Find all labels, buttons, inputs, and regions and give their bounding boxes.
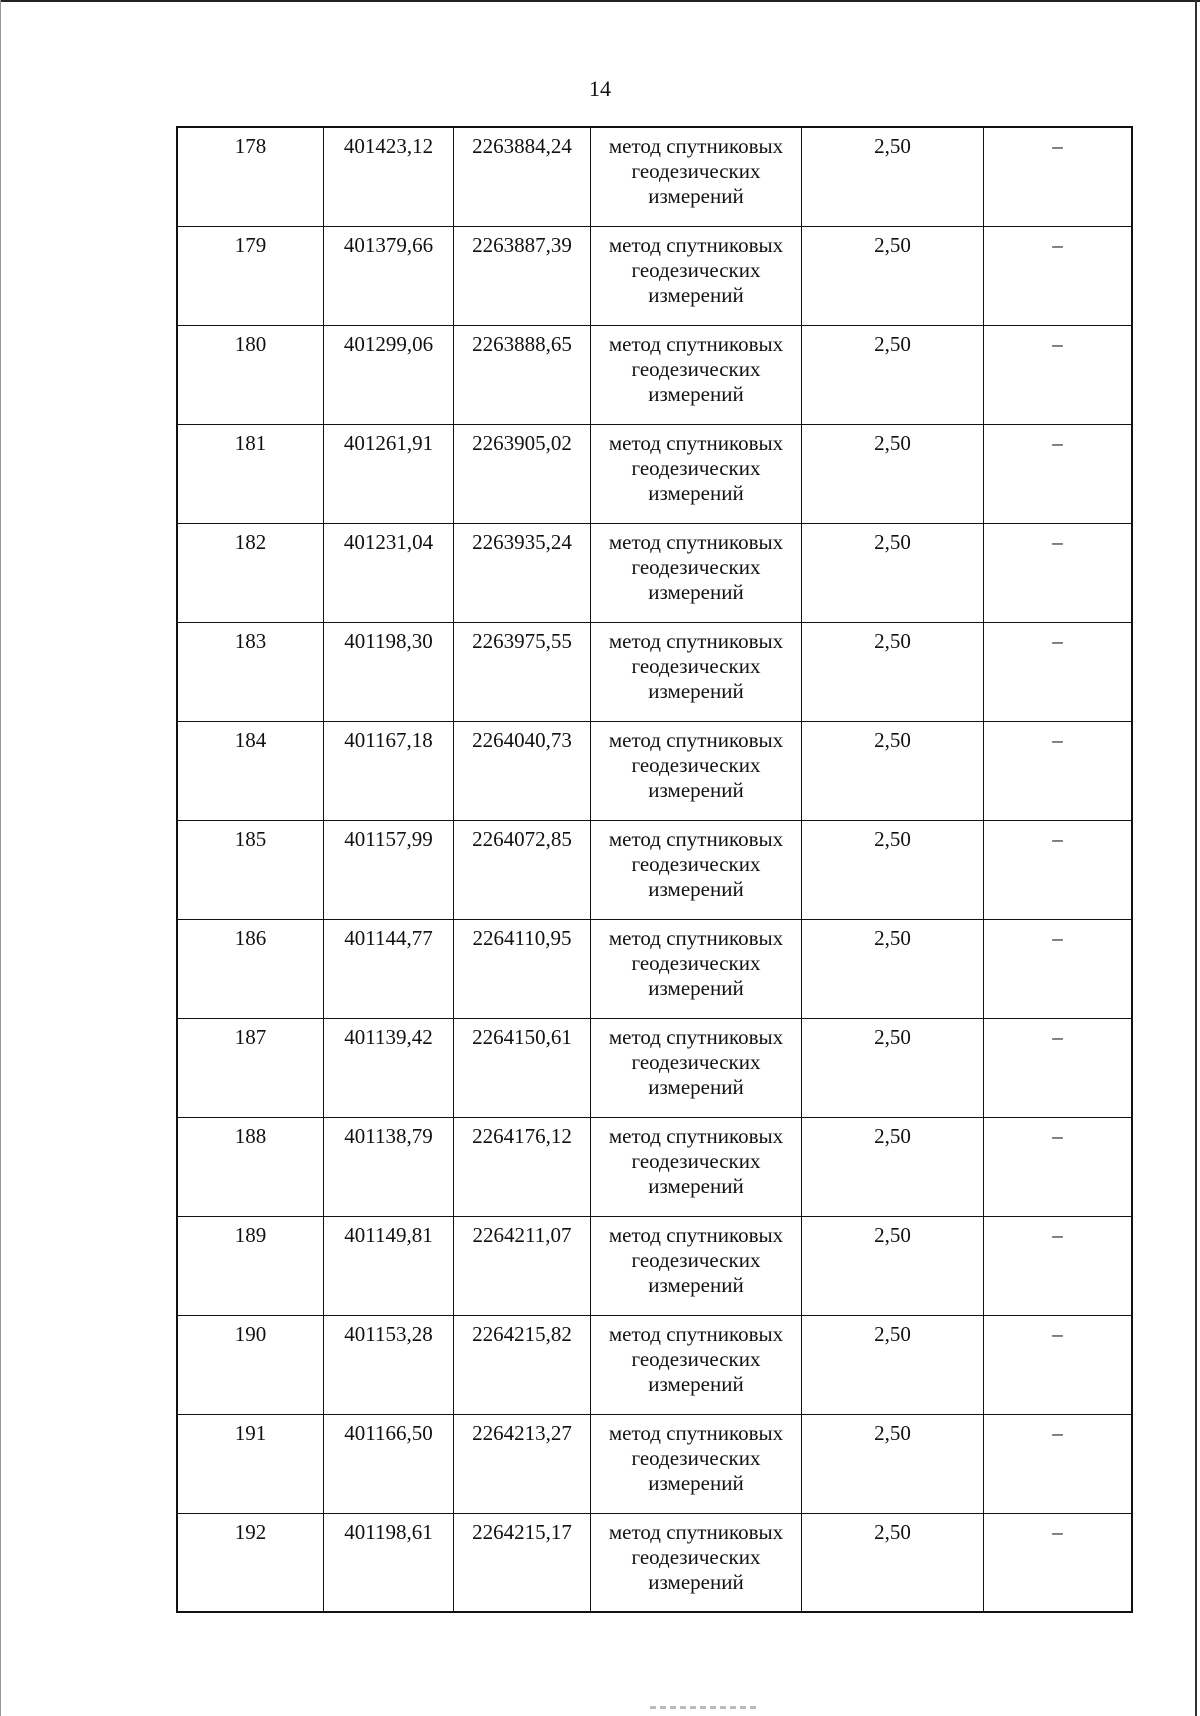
- method-cell: метод спутниковых геодезических измерений: [591, 820, 802, 919]
- coordinate-x-cell: 401198,61: [324, 1513, 454, 1612]
- description-cell: –: [984, 1117, 1133, 1216]
- coordinate-y-cell: 2263935,24: [454, 523, 591, 622]
- description-cell: –: [984, 622, 1133, 721]
- coordinate-x-cell: 401144,77: [324, 919, 454, 1018]
- method-cell: метод спутниковых геодезических измерений: [591, 226, 802, 325]
- method-cell: метод спутниковых геодезических измерений: [591, 127, 802, 226]
- point-number-cell: 178: [177, 127, 324, 226]
- method-cell: метод спутниковых геодезических измерений: [591, 1315, 802, 1414]
- coordinate-x-cell: 401231,04: [324, 523, 454, 622]
- point-number-cell: 183: [177, 622, 324, 721]
- method-cell: метод спутниковых геодезических измерений: [591, 1018, 802, 1117]
- coordinate-x-cell: 401149,81: [324, 1216, 454, 1315]
- description-cell: –: [984, 424, 1133, 523]
- table-row: [177, 1216, 1132, 1315]
- description-cell: –: [984, 919, 1133, 1018]
- coordinate-y-cell: 2264040,73: [454, 721, 591, 820]
- table-row: [177, 622, 1132, 721]
- coordinate-y-cell: 2264215,82: [454, 1315, 591, 1414]
- coordinate-y-cell: 2263975,55: [454, 622, 591, 721]
- method-cell: метод спутниковых геодезических измерений: [591, 721, 802, 820]
- coordinate-y-cell: 2264176,12: [454, 1117, 591, 1216]
- accuracy-cell: 2,50: [802, 424, 984, 523]
- table-row: [177, 325, 1132, 424]
- point-number-cell: 188: [177, 1117, 324, 1216]
- coordinate-y-cell: 2264211,07: [454, 1216, 591, 1315]
- point-number-cell: 185: [177, 820, 324, 919]
- coordinate-y-cell: 2263888,65: [454, 325, 591, 424]
- coordinate-x-cell: 401153,28: [324, 1315, 454, 1414]
- description-cell: –: [984, 1315, 1133, 1414]
- method-cell: метод спутниковых геодезических измерений: [591, 1117, 802, 1216]
- coordinate-y-cell: 2263887,39: [454, 226, 591, 325]
- page-number: 14: [589, 76, 611, 101]
- description-cell: –: [984, 1513, 1133, 1612]
- accuracy-cell: 2,50: [802, 1315, 984, 1414]
- table-row: [177, 523, 1132, 622]
- accuracy-cell: 2,50: [802, 1513, 984, 1612]
- coordinates-table-body: [177, 127, 1132, 1612]
- coordinate-y-cell: 2264215,17: [454, 1513, 591, 1612]
- description-cell: –: [984, 1216, 1133, 1315]
- point-number-cell: 191: [177, 1414, 324, 1513]
- coordinate-y-cell: 2263884,24: [454, 127, 591, 226]
- coordinates-table: [176, 126, 1133, 1613]
- coordinate-y-cell: 2263905,02: [454, 424, 591, 523]
- accuracy-cell: 2,50: [802, 1018, 984, 1117]
- coordinate-x-cell: 401167,18: [324, 721, 454, 820]
- page-frame-right-edge: [1195, 0, 1197, 1716]
- point-number-cell: 186: [177, 919, 324, 1018]
- coordinate-x-cell: 401261,91: [324, 424, 454, 523]
- accuracy-cell: 2,50: [802, 1216, 984, 1315]
- point-number-cell: 192: [177, 1513, 324, 1612]
- accuracy-cell: 2,50: [802, 919, 984, 1018]
- accuracy-cell: 2,50: [802, 325, 984, 424]
- point-number-cell: 190: [177, 1315, 324, 1414]
- accuracy-cell: 2,50: [802, 721, 984, 820]
- accuracy-cell: 2,50: [802, 226, 984, 325]
- description-cell: –: [984, 523, 1133, 622]
- accuracy-cell: 2,50: [802, 523, 984, 622]
- table-row: [177, 721, 1132, 820]
- method-cell: метод спутниковых геодезических измерений: [591, 325, 802, 424]
- page-frame-left-edge: [0, 0, 1, 1716]
- description-cell: –: [984, 820, 1133, 919]
- coordinate-y-cell: 2264072,85: [454, 820, 591, 919]
- coordinate-y-cell: 2264213,27: [454, 1414, 591, 1513]
- accuracy-cell: 2,50: [802, 622, 984, 721]
- table-row: [177, 1315, 1132, 1414]
- description-cell: –: [984, 226, 1133, 325]
- point-number-cell: 181: [177, 424, 324, 523]
- description-cell: –: [984, 127, 1133, 226]
- accuracy-cell: 2,50: [802, 820, 984, 919]
- description-cell: –: [984, 721, 1133, 820]
- method-cell: метод спутниковых геодезических измерений: [591, 1216, 802, 1315]
- accuracy-cell: 2,50: [802, 127, 984, 226]
- coordinate-x-cell: 401299,06: [324, 325, 454, 424]
- coordinate-x-cell: 401157,99: [324, 820, 454, 919]
- coordinate-y-cell: 2264150,61: [454, 1018, 591, 1117]
- coordinate-x-cell: 401138,79: [324, 1117, 454, 1216]
- table-row: [177, 226, 1132, 325]
- coordinate-x-cell: 401198,30: [324, 622, 454, 721]
- table-row: [177, 1018, 1132, 1117]
- point-number-cell: 180: [177, 325, 324, 424]
- table-row: [177, 1117, 1132, 1216]
- description-cell: –: [984, 325, 1133, 424]
- coordinate-y-cell: 2264110,95: [454, 919, 591, 1018]
- method-cell: метод спутниковых геодезических измерений: [591, 622, 802, 721]
- point-number-cell: 182: [177, 523, 324, 622]
- method-cell: метод спутниковых геодезических измерений: [591, 424, 802, 523]
- point-number-cell: 179: [177, 226, 324, 325]
- accuracy-cell: 2,50: [802, 1117, 984, 1216]
- table-row: [177, 1513, 1132, 1612]
- description-cell: –: [984, 1018, 1133, 1117]
- point-number-cell: 189: [177, 1216, 324, 1315]
- scan-artifact-mark: [650, 1706, 760, 1709]
- method-cell: метод спутниковых геодезических измерений: [591, 1414, 802, 1513]
- coordinate-x-cell: 401139,42: [324, 1018, 454, 1117]
- table-row: [177, 424, 1132, 523]
- coordinate-x-cell: 401423,12: [324, 127, 454, 226]
- coordinate-x-cell: 401166,50: [324, 1414, 454, 1513]
- table-row: [177, 127, 1132, 226]
- page-frame-top-edge: [0, 0, 1200, 2]
- method-cell: метод спутниковых геодезических измерений: [591, 919, 802, 1018]
- description-cell: –: [984, 1414, 1133, 1513]
- point-number-cell: 187: [177, 1018, 324, 1117]
- accuracy-cell: 2,50: [802, 1414, 984, 1513]
- table-row: [177, 820, 1132, 919]
- point-number-cell: 184: [177, 721, 324, 820]
- method-cell: метод спутниковых геодезических измерений: [591, 523, 802, 622]
- table-row: [177, 919, 1132, 1018]
- table-row: [177, 1414, 1132, 1513]
- coordinate-x-cell: 401379,66: [324, 226, 454, 325]
- method-cell: метод спутниковых геодезических измерений: [591, 1513, 802, 1612]
